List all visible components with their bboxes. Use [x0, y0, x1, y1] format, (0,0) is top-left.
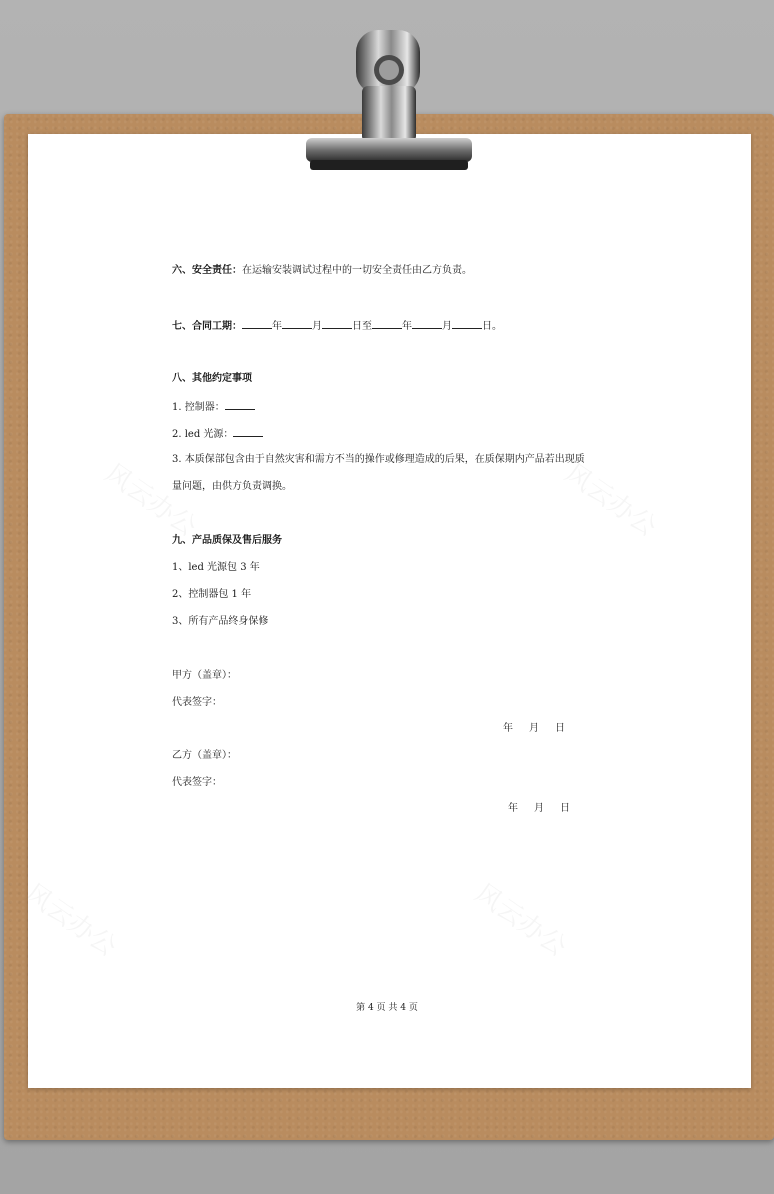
- unit-text: 月: [442, 321, 452, 332]
- blank-line: [412, 318, 442, 329]
- party-a-signature: 代表签字：: [172, 697, 222, 708]
- watermark: 风云办公: [469, 878, 572, 963]
- date-year: 年: [508, 803, 518, 814]
- party-a-seal: 甲方（盖章）：: [172, 670, 237, 681]
- section-6-body: 在运输安装调试过程中的一切安全责任由乙方负责。: [242, 265, 472, 276]
- blank-line: [372, 318, 402, 329]
- date-day: 日: [555, 723, 565, 734]
- party-b-seal: 乙方（盖章）：: [172, 750, 237, 761]
- section-8-item-3-cont: 量问题，由供方负责调换。: [172, 481, 292, 492]
- section-8-item-1: [172, 399, 255, 415]
- item-label: 2. led 光源：: [172, 429, 234, 440]
- watermark: 风云办公: [559, 458, 662, 543]
- unit-text: 日。: [482, 321, 502, 332]
- date-year: 年: [503, 723, 513, 734]
- date-month: 月: [534, 803, 544, 814]
- section-8-item-2: [172, 426, 263, 442]
- section-9-heading: 九、产品质保及售后服务: [172, 535, 282, 546]
- section-8-heading: 八、其他约定事项: [172, 373, 252, 384]
- section-7-heading: 七、合同工期：: [172, 321, 242, 332]
- watermark: 风云办公: [99, 458, 202, 543]
- blank-line: [322, 318, 352, 329]
- section-6: [172, 264, 472, 278]
- section-9-item-1: 1、led 光源包 3 年: [172, 562, 260, 573]
- item-label: 1. 控制器：: [172, 402, 225, 413]
- blank-line: [242, 318, 272, 329]
- blank-line: [225, 399, 255, 410]
- blank-line: [282, 318, 312, 329]
- section-9-item-2: 2、控制器包 1 年: [172, 589, 252, 600]
- blank-line: [233, 426, 263, 437]
- unit-text: 日至: [352, 321, 372, 332]
- party-a-date: [503, 722, 565, 736]
- section-6-heading: 六、安全责任：: [172, 265, 242, 276]
- party-b-date: [508, 802, 570, 816]
- blank-line: [452, 318, 482, 329]
- section-9-item-3: 3、所有产品终身保修: [172, 616, 269, 627]
- section-8-item-3: 3. 本质保部包含由于自然灾害和需方不当的操作或修理造成的后果，在质保期内产品若出现质: [172, 454, 585, 465]
- unit-text: 年: [402, 321, 412, 332]
- date-day: 日: [560, 803, 570, 814]
- unit-text: 月: [312, 321, 322, 332]
- date-month: 月: [529, 723, 539, 734]
- unit-text: 年: [272, 321, 282, 332]
- party-b-signature: 代表签字：: [172, 777, 222, 788]
- page-footer: 第 4 页 共 4 页: [356, 1003, 418, 1013]
- section-7: [172, 318, 502, 334]
- watermark: 风云办公: [19, 878, 122, 963]
